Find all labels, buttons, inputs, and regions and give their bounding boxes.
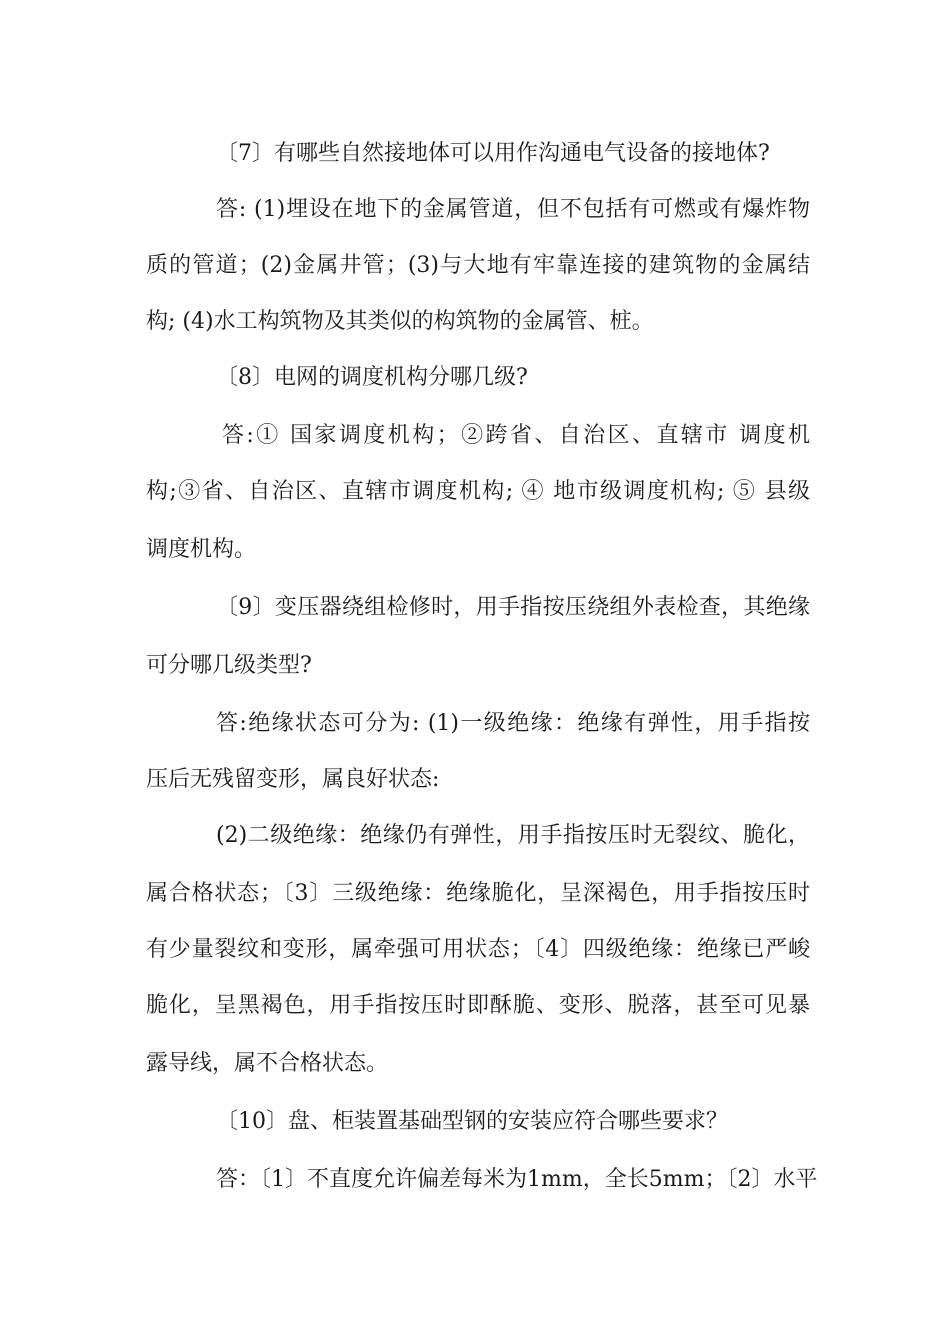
answer-9-line-1: 答:绝缘状态可分为: (1)一级绝缘：绝缘有弹性，用手指按 — [216, 711, 810, 736]
answer-9-line-2: 压后无残留变形，属良好状态: — [146, 767, 440, 792]
answer-9-line-5: 有少量裂纹和变形，属牵强可用状态；〔4〕四级绝缘：绝缘已严峻 — [146, 937, 810, 962]
answer-7-line-3: 构; (4)水工构筑物及其类似的构筑物的金属管、桩。 — [146, 309, 654, 334]
answer-9-line-7: 露导线，属不合格状态。 — [146, 1051, 389, 1076]
answer-8-line-1: 答:① 国家调度机构；②跨省、自治区、直辖市 调度机 — [222, 423, 810, 448]
question-9-line-2: 可分哪几级类型? — [146, 653, 312, 678]
answer-10-line-1: 答：〔1〕不直度允许偏差每米为1mm，全长5mm；〔2〕水平 — [216, 1167, 818, 1192]
question-9-line-1: 〔9〕变压器绕组检修时，用手指按压绕组外表检查，其绝缘 — [216, 595, 810, 620]
answer-9-line-3: (2)二级绝缘：绝缘仍有弹性，用手指按压时无裂纹、脆化， — [216, 823, 810, 848]
answer-9-line-6: 脆化，呈黑褐色，用手指按压时即酥脆、变形、脱落，甚至可见暴 — [146, 993, 810, 1018]
question-8: 〔8〕电网的调度机构分哪几级? — [216, 365, 528, 390]
answer-7-line-2: 质的管道；(2)金属井管；(3)与大地有牢靠连接的建筑物的金属结 — [146, 253, 810, 278]
answer-9-line-4: 属合格状态；〔3〕三级绝缘：绝缘脆化，呈深褐色，用手指按压时 — [146, 881, 810, 906]
question-7: 〔7〕有哪些自然接地体可以用作沟通电气设备的接地体? — [216, 141, 770, 166]
answer-8-line-3: 调度机构。 — [146, 537, 257, 562]
question-10: 〔10〕盘、柜装置基础型钢的安装应符合哪些要求？ — [216, 1109, 728, 1134]
answer-7-line-1: 答: (1)埋设在地下的金属管道，但不包括有可燃或有爆炸物 — [216, 197, 810, 222]
answer-8-line-2: 构;③省、自治区、直辖市调度机构; ④ 地市级调度机构; ⑤ 县级 — [146, 479, 810, 504]
